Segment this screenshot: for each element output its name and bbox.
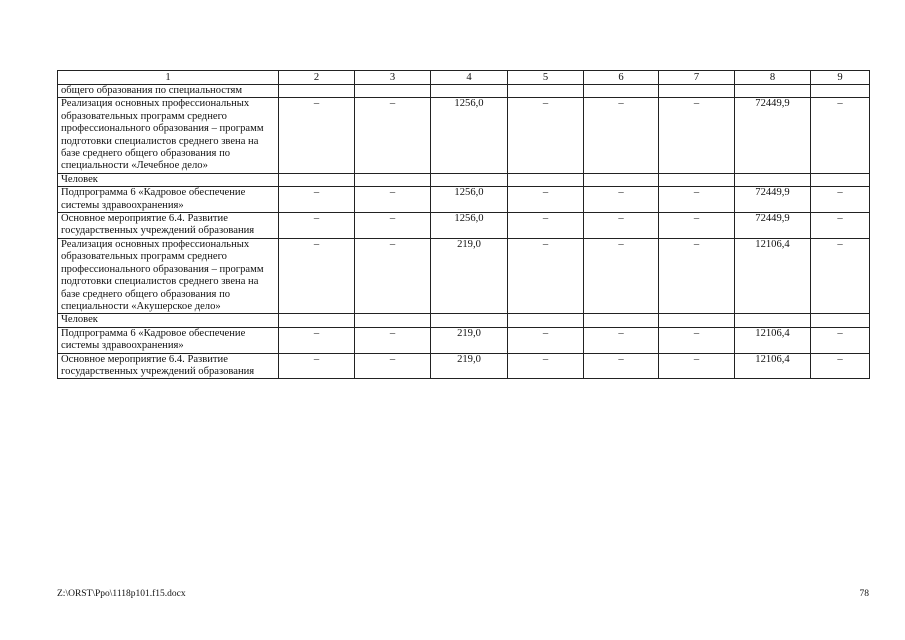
value-cell-col-2: –: [279, 187, 355, 213]
row-description-cell: Реализация основных профессиональных образовательных программ среднего профессионального образования – программ подготовки специалистов среднего звена на базе среднего общего образования по специальности «Акушерское дело»: [58, 238, 279, 313]
value-cell-col-2: –: [279, 353, 355, 379]
value-cell-col-7: [659, 314, 735, 327]
row-description-cell: Человек: [58, 314, 279, 327]
column-header-4: 4: [431, 71, 508, 85]
column-header-7: 7: [659, 71, 735, 85]
value-cell-col-4: 219,0: [431, 327, 508, 353]
row-description-cell: Основное мероприятие 6.4. Развитие государственных учреждений образования: [58, 213, 279, 239]
value-cell-col-6: [584, 85, 659, 98]
value-cell-col-8: 12106,4: [735, 238, 811, 313]
value-cell-col-7: –: [659, 98, 735, 173]
value-cell-col-4: 1256,0: [431, 98, 508, 173]
value-cell-col-9: –: [811, 353, 870, 379]
value-cell-col-5: –: [508, 327, 584, 353]
value-cell-col-6: –: [584, 327, 659, 353]
table-row: [58, 327, 870, 353]
value-cell-col-9: –: [811, 187, 870, 213]
value-cell-col-5: [508, 85, 584, 98]
value-cell-col-2: –: [279, 327, 355, 353]
table-header-row: [58, 71, 870, 85]
row-description-cell: общего образования по специальностям: [58, 85, 279, 98]
table-row: [58, 314, 870, 327]
value-cell-col-7: –: [659, 238, 735, 313]
value-cell-col-3: [355, 173, 431, 186]
value-cell-col-6: –: [584, 213, 659, 239]
value-cell-col-2: [279, 173, 355, 186]
value-cell-col-8: [735, 85, 811, 98]
column-header-8: 8: [735, 71, 811, 85]
value-cell-col-9: [811, 314, 870, 327]
column-header-1: 1: [58, 71, 279, 85]
column-header-3: 3: [355, 71, 431, 85]
table-row: [58, 213, 870, 239]
row-description-cell: Основное мероприятие 6.4. Развитие государственных учреждений образования: [58, 353, 279, 379]
value-cell-col-3: [355, 85, 431, 98]
table-row: [58, 98, 870, 173]
value-cell-col-5: –: [508, 213, 584, 239]
column-header-5: 5: [508, 71, 584, 85]
value-cell-col-4: [431, 314, 508, 327]
value-cell-col-8: 12106,4: [735, 353, 811, 379]
value-cell-col-9: –: [811, 327, 870, 353]
value-cell-col-5: [508, 314, 584, 327]
row-description-cell: Подпрограмма 6 «Кадровое обеспечение системы здравоохранения»: [58, 187, 279, 213]
value-cell-col-7: –: [659, 353, 735, 379]
value-cell-col-5: [508, 173, 584, 186]
value-cell-col-7: –: [659, 327, 735, 353]
value-cell-col-2: [279, 85, 355, 98]
value-cell-col-4: 1256,0: [431, 187, 508, 213]
value-cell-col-8: 72449,9: [735, 187, 811, 213]
table-row: [58, 238, 870, 313]
table-row: [58, 187, 870, 213]
value-cell-col-3: –: [355, 187, 431, 213]
value-cell-col-4: [431, 173, 508, 186]
value-cell-col-3: –: [355, 98, 431, 173]
value-cell-col-2: –: [279, 98, 355, 173]
value-cell-col-9: –: [811, 98, 870, 173]
value-cell-col-9: –: [811, 238, 870, 313]
value-cell-col-8: 72449,9: [735, 213, 811, 239]
value-cell-col-8: [735, 173, 811, 186]
value-cell-col-6: –: [584, 187, 659, 213]
value-cell-col-5: –: [508, 98, 584, 173]
value-cell-col-7: [659, 173, 735, 186]
footer-page-number: 78: [859, 589, 869, 599]
value-cell-col-6: –: [584, 238, 659, 313]
table-row: [58, 85, 870, 98]
column-header-9: 9: [811, 71, 870, 85]
value-cell-col-4: 1256,0: [431, 213, 508, 239]
value-cell-col-2: –: [279, 238, 355, 313]
value-cell-col-5: –: [508, 353, 584, 379]
column-header-6: 6: [584, 71, 659, 85]
table-row: [58, 173, 870, 186]
row-description-cell: Подпрограмма 6 «Кадровое обеспечение системы здравоохранения»: [58, 327, 279, 353]
value-cell-col-4: [431, 85, 508, 98]
value-cell-col-3: –: [355, 213, 431, 239]
value-cell-col-2: –: [279, 213, 355, 239]
value-cell-col-8: 72449,9: [735, 98, 811, 173]
value-cell-col-3: –: [355, 327, 431, 353]
value-cell-col-6: [584, 314, 659, 327]
value-cell-col-9: –: [811, 213, 870, 239]
value-cell-col-9: [811, 173, 870, 186]
value-cell-col-8: [735, 314, 811, 327]
value-cell-col-5: –: [508, 187, 584, 213]
value-cell-col-5: –: [508, 238, 584, 313]
table-row: [58, 353, 870, 379]
value-cell-col-8: 12106,4: [735, 327, 811, 353]
row-description-cell: Человек: [58, 173, 279, 186]
value-cell-col-3: –: [355, 353, 431, 379]
row-description-cell: Реализация основных профессиональных образовательных программ среднего профессионального образования – программ подготовки специалистов среднего звена на базе среднего общего образования по специальности «Лечебное дело»: [58, 98, 279, 173]
value-cell-col-4: 219,0: [431, 353, 508, 379]
value-cell-col-4: 219,0: [431, 238, 508, 313]
value-cell-col-6: –: [584, 98, 659, 173]
value-cell-col-3: –: [355, 238, 431, 313]
value-cell-col-7: –: [659, 187, 735, 213]
value-cell-col-2: [279, 314, 355, 327]
value-cell-col-7: [659, 85, 735, 98]
column-header-2: 2: [279, 71, 355, 85]
footer-file-path: Z:\ORST\Ppo\1118p101.f15.docx: [57, 589, 186, 599]
budget-table: [57, 70, 870, 379]
value-cell-col-3: [355, 314, 431, 327]
value-cell-col-9: [811, 85, 870, 98]
value-cell-col-6: –: [584, 353, 659, 379]
value-cell-col-7: –: [659, 213, 735, 239]
value-cell-col-6: [584, 173, 659, 186]
